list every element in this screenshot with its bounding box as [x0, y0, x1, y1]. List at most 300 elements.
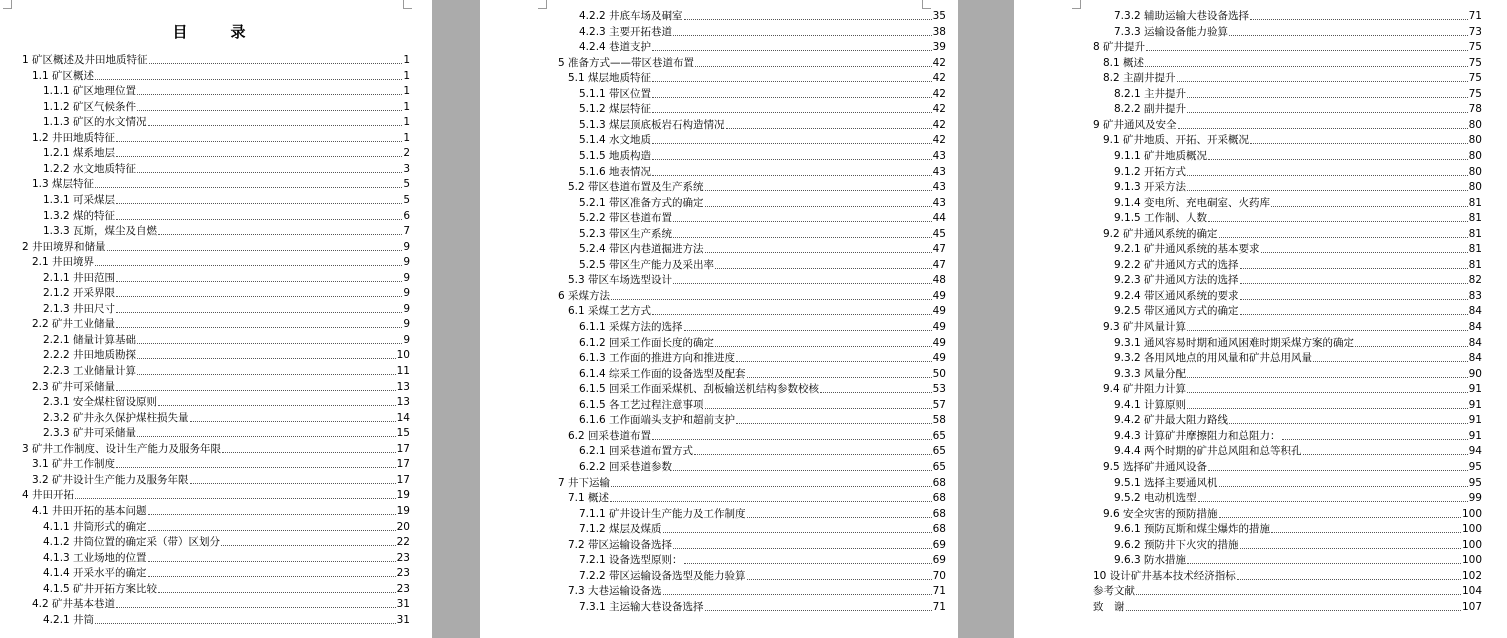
toc-entry-label: 6.1.1 采煤方法的选择 [579, 321, 683, 333]
toc-dot-leader [107, 249, 403, 251]
toc-entry[interactable] [1114, 180, 1482, 194]
toc-entry[interactable] [1103, 71, 1482, 85]
toc-page-number: 45 [932, 227, 946, 240]
toc-entry[interactable] [32, 457, 410, 471]
toc-dot-leader [715, 345, 932, 347]
toc-entry[interactable] [579, 40, 946, 54]
toc-page-number: 10 [396, 349, 410, 362]
toc-page-number: 9 [403, 271, 410, 284]
toc-entry-label: 4.2.4 巷道支护 [579, 41, 652, 54]
toc-entry-label: 5.1.5 地质构造 [579, 149, 652, 162]
toc-dot-leader [95, 264, 402, 266]
toc-entry[interactable] [1114, 413, 1482, 427]
toc-page-number: 91 [1468, 383, 1482, 396]
toc-entry[interactable] [32, 380, 410, 394]
toc-page-number: 68 [932, 476, 946, 489]
toc-entry[interactable] [43, 520, 410, 534]
toc-entry-label: 9.2.1 矿井通风系统的基本要求 [1114, 243, 1260, 256]
toc-entry[interactable] [579, 87, 946, 101]
toc-page-number: 1 [403, 100, 410, 113]
toc-dot-leader [1187, 329, 1468, 331]
toc-entry-label: 4.1.1 井筒形式的确定 [43, 520, 147, 533]
toc-entry[interactable] [1114, 289, 1482, 303]
toc-entry[interactable] [579, 460, 946, 474]
toc-dot-leader [673, 282, 932, 284]
toc-page-number: 42 [932, 134, 946, 147]
toc-dot-leader [747, 376, 932, 378]
toc-entry[interactable] [568, 71, 946, 85]
toc-dot-leader [1240, 282, 1468, 284]
toc-entry[interactable] [579, 320, 946, 334]
toc-entry[interactable] [579, 25, 946, 39]
toc-entry-label: 10 设计矿井基本技术经济指标 [1093, 569, 1236, 582]
toc-entry-label: 8 矿井提升 [1093, 41, 1146, 54]
toc-entry[interactable] [43, 146, 410, 160]
toc-dot-leader [652, 174, 932, 176]
toc-page-number: 9 [403, 240, 410, 253]
toc-entry[interactable] [43, 411, 410, 425]
toc-entry-label: 9.2.5 带区通风方式的确定 [1114, 305, 1239, 318]
toc-dot-leader [705, 407, 932, 409]
toc-dot-leader [1208, 158, 1468, 160]
toc-entry[interactable] [1103, 320, 1482, 334]
toc-entry[interactable] [43, 115, 410, 129]
toc-dot-leader [1250, 142, 1468, 144]
toc-entry[interactable] [43, 582, 410, 596]
toc-entry[interactable] [43, 426, 410, 440]
toc-entry[interactable] [1114, 25, 1482, 39]
toc-page-number: 90 [1468, 367, 1482, 380]
toc-entry-label: 6.1.3 工作面的推进方向和推进度 [579, 352, 736, 365]
toc-dot-leader [1261, 251, 1468, 253]
toc-page-number: 9 [403, 287, 410, 300]
toc-entry-label: 1.2 井田地质特征 [32, 131, 116, 144]
toc-dot-leader [95, 186, 402, 188]
toc-entry-label: 9.1.5 工作制、人数 [1114, 212, 1208, 225]
toc-page-number: 48 [932, 274, 946, 287]
toc-entry-label: 9.3.3 风量分配 [1114, 367, 1187, 380]
toc-entry[interactable] [579, 336, 946, 350]
toc-entry-label: 4.2 矿井基本巷道 [32, 598, 116, 611]
toc-dot-leader [1187, 189, 1468, 191]
toc-page-number: 3 [403, 162, 410, 175]
toc-dot-leader [1219, 516, 1461, 518]
toc-page-number: 81 [1468, 212, 1482, 225]
toc-entry-label: 9.1.1 矿井地质概况 [1114, 149, 1208, 162]
toc-entry-label: 9.1.2 开拓方式 [1114, 165, 1187, 178]
toc-entry-label: 9.6.1 预防瓦斯和煤尘爆炸的措施 [1114, 523, 1271, 536]
toc-page-number: 91 [1468, 414, 1482, 427]
toc-entry[interactable] [1093, 569, 1482, 583]
toc-entry[interactable] [579, 413, 946, 427]
toc-entry[interactable] [43, 84, 410, 98]
toc-entry[interactable] [22, 442, 410, 456]
toc-entry[interactable] [43, 535, 410, 549]
toc-entry-label: 1.1.2 矿区气候条件 [43, 100, 137, 113]
toc-entry-label: 6.1.5 各工艺过程注意事项 [579, 398, 704, 411]
toc-entry-label: 1.2.2 水文地质特征 [43, 162, 137, 175]
toc-page-number: 80 [1468, 165, 1482, 178]
toc-page-number: 1 [403, 85, 410, 98]
toc-entry-label: 9.4.4 两个时期的矿井总风阻和总等积孔 [1114, 445, 1302, 458]
toc-entry[interactable] [1114, 336, 1482, 350]
toc-dot-leader [116, 389, 396, 391]
toc-page-number: 43 [932, 165, 946, 178]
toc-entry-label: 9.2.3 矿井通风方法的选择 [1114, 274, 1239, 287]
toc-entry[interactable] [1114, 553, 1482, 567]
toc-dot-leader [1240, 547, 1461, 549]
toc-entry[interactable] [43, 100, 410, 114]
toc-entry-label: 9.6.3 防水措施 [1114, 554, 1187, 567]
toc-entry[interactable] [558, 289, 946, 303]
toc-page-number: 91 [1468, 398, 1482, 411]
toc-entry[interactable] [579, 211, 946, 225]
toc-dot-leader [1187, 391, 1468, 393]
toc-page-number: 9 [403, 256, 410, 269]
toc-dot-leader [1126, 609, 1461, 611]
toc-entry-label: 9.4 矿井阻力计算 [1103, 383, 1187, 396]
toc-page-number: 65 [932, 445, 946, 458]
toc-dot-leader [663, 593, 932, 595]
toc-entry-label: 1 矿区概述及井田地质特征 [22, 54, 148, 66]
toc-page-number: 20 [396, 520, 410, 533]
toc-entry-label: 7.1.1 矿井设计生产能力及工作制度 [579, 507, 746, 520]
toc-entry[interactable] [1114, 476, 1482, 490]
toc-entry[interactable] [568, 304, 946, 318]
toc-entry[interactable] [22, 488, 410, 502]
toc-entry[interactable] [1114, 196, 1482, 210]
toc-dot-leader [820, 391, 932, 393]
toc-entry-label: 2.1.2 开采界限 [43, 287, 116, 300]
toc-entry[interactable] [43, 348, 410, 362]
toc-entry[interactable] [43, 162, 410, 176]
page-corner-mark [538, 0, 547, 9]
toc-entry[interactable] [579, 149, 946, 163]
toc-dot-leader [695, 65, 932, 67]
toc-entry[interactable] [1114, 102, 1482, 116]
toc-entry-label: 9.4.3 计算矿井摩擦阻力和总阻力： [1114, 429, 1281, 442]
toc-entry-label: 2.3.2 矿井永久保护煤柱损失量 [43, 411, 189, 424]
toc-entry[interactable] [1114, 367, 1482, 381]
toc-entry[interactable] [1093, 600, 1482, 614]
toc-dot-leader [705, 189, 932, 191]
document-page-3 [1014, 0, 1507, 638]
toc-page-number: 5 [403, 193, 410, 206]
toc-page-number: 22 [396, 536, 410, 549]
toc-entry[interactable] [22, 53, 410, 67]
toc-entry-label: 4.1 井田开拓的基本问题 [32, 504, 147, 517]
toc-entry-label: 4.1.3 工业场地的位置 [43, 551, 147, 564]
toc-entry[interactable] [1114, 429, 1482, 443]
toc-entry[interactable] [579, 522, 946, 536]
toc-entry[interactable] [43, 551, 410, 565]
toc-entry[interactable] [1114, 211, 1482, 225]
toc-entry[interactable] [1093, 584, 1482, 598]
toc-entry[interactable] [1103, 56, 1482, 70]
toc-dot-leader [116, 155, 402, 157]
toc-page-number: 100 [1461, 538, 1482, 551]
toc-entry-label: 7.2 带区运输设备选择 [568, 538, 673, 551]
toc-page-number: 43 [932, 196, 946, 209]
toc-entry-label: 5.1.2 煤层特征 [579, 103, 652, 116]
toc-page-number: 2 [403, 147, 410, 160]
toc-dot-leader [673, 469, 932, 471]
toc-entry[interactable] [43, 271, 410, 285]
toc-entry[interactable] [43, 613, 410, 627]
toc-entry[interactable] [1114, 9, 1482, 23]
toc-entry-label: 1.3.3 瓦斯，煤尘及自燃 [43, 225, 158, 238]
toc-entry[interactable] [43, 224, 410, 238]
toc-entry[interactable] [32, 317, 410, 331]
toc-entry[interactable] [579, 165, 946, 179]
toc-dot-leader [137, 342, 402, 344]
toc-entry[interactable] [32, 255, 410, 269]
toc-page-number: 23 [396, 567, 410, 580]
toc-entry[interactable] [1103, 133, 1482, 147]
toc-entry-label: 7.1 概述 [568, 492, 610, 505]
toc-entry[interactable] [579, 367, 946, 381]
toc-entry[interactable] [1114, 538, 1482, 552]
toc-entry-label: 3.2 矿井设计生产能力及服务年限 [32, 473, 189, 486]
toc-entry-label: 5.2.3 带区生产系统 [579, 227, 673, 240]
toc-page-number: 65 [932, 460, 946, 473]
toc-entry[interactable] [1114, 351, 1482, 365]
toc-dot-leader [116, 311, 402, 313]
toc-page-number: 42 [932, 72, 946, 85]
toc-entry[interactable] [568, 538, 946, 552]
toc-dot-leader [1219, 485, 1468, 487]
toc-page-number: 44 [932, 212, 946, 225]
toc-entry[interactable] [579, 507, 946, 521]
toc-dot-leader [116, 202, 402, 204]
toc-entry-label: 9.3 矿井风量计算 [1103, 321, 1187, 333]
toc-entry[interactable] [32, 504, 410, 518]
toc-entry-label: 9.2.4 带区通风系统的要求 [1114, 289, 1239, 302]
toc-dot-leader [1237, 578, 1461, 580]
toc-page-number: 71 [1468, 10, 1482, 22]
toc-entry-label: 2.2.2 井田地质勘探 [43, 349, 137, 362]
toc-page-number: 83 [1468, 289, 1482, 302]
toc-page-number: 75 [1468, 41, 1482, 54]
document-page-2 [480, 0, 958, 638]
toc-entry[interactable] [32, 473, 410, 487]
toc-entry[interactable] [579, 133, 946, 147]
toc-entry[interactable] [1103, 382, 1482, 396]
toc-page-number: 9 [403, 302, 410, 315]
toc-entry[interactable] [1114, 273, 1482, 287]
toc-page-number: 23 [396, 582, 410, 595]
toc-entry[interactable] [43, 333, 410, 347]
toc-entry[interactable] [558, 476, 946, 490]
toc-entry[interactable] [43, 395, 410, 409]
toc-dot-leader [1229, 422, 1468, 424]
toc-entry[interactable] [568, 491, 946, 505]
toc-entry-label: 1.1 矿区概述 [32, 69, 95, 82]
toc-entry[interactable] [568, 180, 946, 194]
toc-entry-label: 6.2.2 回采巷道参数 [579, 460, 673, 473]
toc-entry-label: 7.2.2 带区运输设备选型及能力验算 [579, 569, 746, 582]
toc-entry-label: 5.2.5 带区生产能力及采出率 [579, 258, 715, 271]
toc-entry-label: 9.2.2 矿井通风方式的选择 [1114, 258, 1239, 271]
toc-dot-leader [148, 529, 396, 531]
toc-page-number: 82 [1468, 274, 1482, 287]
toc-entry[interactable] [579, 600, 946, 614]
toc-entry[interactable] [579, 382, 946, 396]
toc-entry[interactable] [1114, 491, 1482, 505]
toc-entry-label: 5.1.1 带区位置 [579, 87, 652, 100]
toc-dot-leader [116, 326, 402, 328]
toc-entry[interactable] [1103, 227, 1482, 241]
toc-page-number: 13 [396, 380, 410, 393]
toc-entry-label: 2.1.1 井田范围 [43, 271, 116, 284]
toc-page-number: 39 [932, 41, 946, 54]
toc-entry-label: 1.1.3 矿区的水文情况 [43, 116, 147, 129]
toc-entry[interactable] [579, 258, 946, 272]
toc-entry[interactable] [579, 102, 946, 116]
toc-entry[interactable] [43, 209, 410, 223]
toc-dot-leader [705, 609, 932, 611]
toc-entry-label: 7.3.2 辅助运输大巷设备选择 [1114, 10, 1250, 22]
toc-entry[interactable] [1114, 522, 1482, 536]
toc-dot-leader [747, 516, 932, 518]
toc-entry[interactable] [1093, 40, 1482, 54]
toc-entry[interactable] [1114, 165, 1482, 179]
toc-entry[interactable] [43, 364, 410, 378]
toc-page-number: 81 [1468, 243, 1482, 256]
toc-dot-leader [116, 140, 402, 142]
toc-dot-leader [137, 93, 402, 95]
toc-dot-leader [1187, 562, 1461, 564]
toc-entry[interactable] [1093, 118, 1482, 132]
toc-entry-label: 5.1.4 水文地质 [579, 134, 652, 147]
toc-page-number: 95 [1468, 460, 1482, 473]
toc-entry[interactable] [1114, 149, 1482, 163]
toc-entry[interactable] [1114, 398, 1482, 412]
toc-dot-leader [222, 451, 396, 453]
toc-dot-leader [1250, 18, 1468, 20]
toc-dot-leader [736, 422, 932, 424]
toc-entry-label: 7.3.1 主运输大巷设备选择 [579, 600, 704, 613]
toc-entry[interactable] [568, 584, 946, 598]
toc-entry[interactable] [579, 9, 946, 23]
toc-dot-leader [1219, 236, 1468, 238]
toc-page-number: 94 [1468, 445, 1482, 458]
toc-page-number: 5 [403, 178, 410, 191]
toc-dot-leader [1187, 111, 1468, 113]
toc-page-number: 81 [1468, 196, 1482, 209]
toc-entry-label: 7 井下运输 [558, 476, 611, 489]
toc-entry[interactable] [43, 286, 410, 300]
toc-dot-leader [610, 500, 932, 502]
toc-page-number: 47 [932, 243, 946, 256]
toc-entry-label: 8.1 概述 [1103, 56, 1145, 69]
toc-entry-label: 4 井田开拓 [22, 489, 75, 502]
toc-entry-label: 1.3.1 可采煤层 [43, 193, 116, 206]
toc-dot-leader [705, 251, 932, 253]
toc-entry[interactable] [579, 398, 946, 412]
toc-entry[interactable] [1114, 258, 1482, 272]
toc-entry[interactable] [1103, 460, 1482, 474]
toc-dot-leader [149, 62, 403, 64]
toc-page-number: 14 [396, 411, 410, 424]
toc-dot-leader [137, 109, 402, 111]
toc-page-number: 49 [932, 352, 946, 365]
toc-entry-label: 2.3.1 安全煤柱留设原则 [43, 396, 158, 409]
toc-entry[interactable] [579, 553, 946, 567]
toc-entry-label: 8.2.1 主井提升 [1114, 87, 1187, 100]
toc-entry[interactable] [22, 240, 410, 254]
toc-entry-label: 2.3 矿井可采储量 [32, 380, 116, 393]
toc-entry-label: 6.1.5 回采工作面采煤机、刮板输送机结构参数校核 [579, 383, 820, 396]
toc-entry[interactable] [32, 69, 410, 83]
toc-entry[interactable] [1114, 242, 1482, 256]
toc-page-number: 11 [396, 365, 410, 377]
toc-entry[interactable] [579, 444, 946, 458]
toc-dot-leader [1271, 531, 1461, 533]
toc-dot-leader [116, 218, 402, 220]
toc-entry-label: 8.2 主副井提升 [1103, 72, 1176, 85]
toc-entry[interactable] [579, 569, 946, 583]
toc-entry[interactable] [579, 227, 946, 241]
toc-entry[interactable] [579, 118, 946, 132]
toc-entry[interactable] [32, 131, 410, 145]
toc-page-number: 68 [932, 507, 946, 520]
toc-page-number: 42 [932, 118, 946, 131]
toc-entry[interactable] [1114, 304, 1482, 318]
toc-entry[interactable] [579, 196, 946, 210]
toc-page-number: 91 [1468, 429, 1482, 442]
toc-entry[interactable] [568, 273, 946, 287]
toc-entry[interactable] [1114, 87, 1482, 101]
toc-entry[interactable] [43, 566, 410, 580]
toc-page-number: 19 [396, 504, 410, 517]
toc-entry[interactable] [32, 597, 410, 611]
toc-entry[interactable] [1103, 507, 1482, 521]
toc-entry[interactable] [43, 193, 410, 207]
toc-dot-leader [652, 80, 932, 82]
toc-entry[interactable] [1114, 444, 1482, 458]
toc-entry[interactable] [579, 242, 946, 256]
toc-dot-leader [1271, 205, 1468, 207]
toc-page-number: 17 [396, 458, 410, 471]
toc-page-number: 71 [932, 585, 946, 598]
toc-page-number: 38 [932, 25, 946, 38]
toc-page-number: 102 [1461, 569, 1482, 582]
toc-entry-label: 7.3.3 运输设备能力验算 [1114, 25, 1229, 38]
toc-page-number: 31 [396, 613, 410, 626]
toc-entry-label: 6.2.1 回采巷道布置方式 [579, 445, 694, 458]
toc-entry[interactable] [568, 429, 946, 443]
toc-entry-label: 5 准备方式——带区巷道布置 [558, 56, 695, 69]
toc-entry[interactable] [43, 302, 410, 316]
toc-entry-label: 9.6.2 预防井下火灾的措施 [1114, 538, 1239, 551]
toc-entry[interactable] [558, 56, 946, 70]
toc-dot-leader [137, 435, 396, 437]
toc-page-number: 7 [403, 225, 410, 238]
toc-entry-label: 9.5.2 电动机选型 [1114, 492, 1197, 505]
toc-dot-leader [747, 578, 932, 580]
toc-page-number: 84 [1468, 352, 1482, 365]
toc-entry-label: 3 矿井工作制度、设计生产能力及服务年限 [22, 442, 222, 455]
toc-dot-leader [137, 357, 396, 359]
toc-page-number: 9 [403, 333, 410, 346]
toc-entry[interactable] [579, 351, 946, 365]
toc-dot-leader [1136, 593, 1461, 595]
toc-page-number: 49 [932, 321, 946, 333]
toc-entry-label: 5.1.3 煤层顶底板岩石构造情况 [579, 118, 725, 131]
toc-dot-leader [95, 622, 396, 624]
toc-entry[interactable] [32, 177, 410, 191]
